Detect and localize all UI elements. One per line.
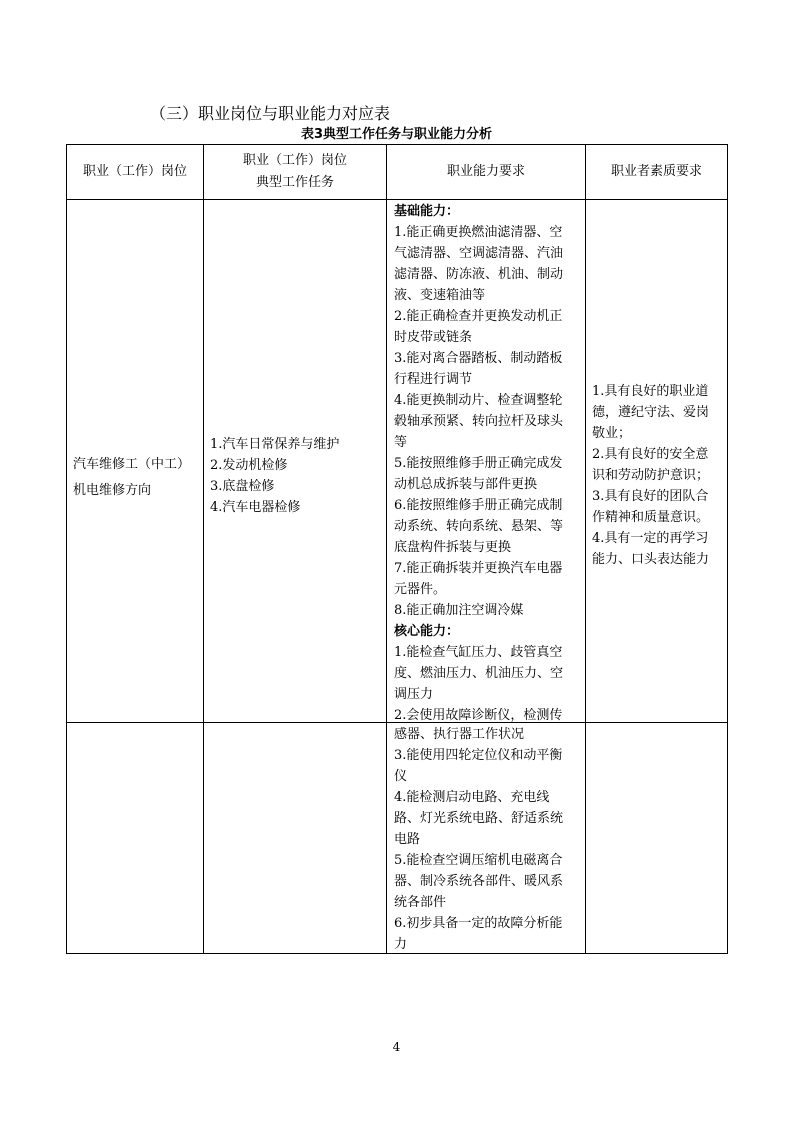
table-border-right — [727, 144, 728, 954]
ability-line: 底盘构件拆装与更换 — [394, 540, 512, 555]
ability-line: 3.能对离合器踏板、制动踏板 — [394, 351, 563, 366]
ability-line: 度、燃油压力、机油压力、空 — [394, 666, 564, 681]
header-tasks-line2: 典型工作任务 — [255, 175, 334, 190]
ability-line: 路、灯光系统电路、舒适系统 — [394, 811, 564, 826]
quality-line: 2.具有良好的安全意 — [592, 447, 709, 462]
header-tasks-line1: 职业（工作）岗位 — [242, 153, 347, 168]
ability-line: 4.能更换制动片、检查调整轮 — [394, 393, 563, 408]
column-divider-3 — [585, 144, 586, 954]
ability-line: 5.能检查空调压缩机电磁离合 — [394, 853, 563, 868]
ability-line: 动机总成拆装与部件更换 — [394, 477, 538, 492]
ability-line: 电路 — [394, 832, 421, 847]
ability-line: 气滤清器、空调滤清器、汽油 — [394, 246, 564, 261]
quality-line: 敬业； — [592, 426, 632, 441]
ability-line: 7.能正确拆装并更换汽车电器 — [394, 561, 563, 576]
quality-line: 德，遵纪守法、爱岗 — [592, 405, 710, 420]
task-item: 1.汽车日常保养与维护 — [210, 437, 340, 452]
ability-line: 等 — [394, 435, 408, 450]
ability-line: 4.能检测启动电路、充电线 — [394, 790, 550, 805]
header-position — [67, 145, 203, 199]
row1-tasks-cell — [210, 434, 384, 518]
core-ability-list — [394, 642, 584, 726]
ability-line: 调压力 — [394, 687, 434, 702]
task-item: 2.发动机检修 — [210, 458, 288, 473]
row1-quality-cell — [592, 381, 726, 570]
task-item: 4.汽车电器检修 — [210, 500, 301, 515]
row1-ability-cell — [394, 201, 584, 726]
quality-line: 3.具有良好的团队合 — [592, 489, 709, 504]
ability-line: 毂轴承预紧、转向拉杆及球头 — [394, 414, 564, 429]
column-divider-2 — [386, 144, 387, 954]
ability-line: 器、制冷系统各部件、暖风系 — [394, 874, 564, 889]
ability-line: 力 — [394, 937, 408, 952]
position-line2: 机电维修方向 — [73, 483, 152, 498]
task-list — [210, 434, 384, 518]
ability-line: 2.能正确检查并更换发动机正 — [394, 309, 563, 324]
ability-line: 8.能正确加注空调冷媒 — [394, 603, 524, 618]
ability-line: 1.能正确更换燃油滤清器、空 — [394, 225, 563, 240]
header-ability-requirements — [387, 145, 585, 199]
ability-line: 6.初步具备一定的故障分析能 — [394, 916, 563, 931]
basic-ability-heading: 基础能力： — [394, 204, 460, 219]
column-divider-1 — [203, 144, 204, 954]
ability-line: 元器件。 — [394, 582, 447, 597]
quality-line: 能力、口头表达能力 — [592, 552, 710, 567]
core-ability-continued-list — [394, 724, 584, 955]
quality-line: 1.具有良好的职业道 — [592, 384, 709, 399]
header-quality-label: 职业者素质要求 — [610, 164, 702, 179]
ability-line: 时皮带或链条 — [394, 330, 473, 345]
ability-line: 滤清器、防冻液、机油、制动 — [394, 267, 564, 282]
header-position-label: 职业（工作）岗位 — [82, 164, 187, 179]
ability-line: 1.能检查气缸压力、歧管真空 — [394, 645, 563, 660]
task-item: 3.底盘检修 — [210, 479, 275, 494]
ability-line: 感器、执行器工作状况 — [394, 727, 525, 742]
ability-line: 2.会使用故障诊断仪，检测传 — [394, 708, 563, 723]
quality-line: 4.具有一定的再学习 — [592, 531, 709, 546]
quality-list — [592, 381, 726, 570]
table-title: 表3典型工作任务与职业能力分析 — [300, 127, 493, 142]
position-line1: 汽车维修工（中工） — [73, 457, 191, 472]
ability-line: 仪 — [394, 769, 408, 784]
ability-line: 6.能按照维修手册正确完成制 — [394, 498, 563, 513]
header-row-divider — [66, 199, 728, 200]
row2-ability-cell — [394, 724, 584, 955]
page-number: 4 — [392, 1040, 401, 1054]
header-typical-tasks — [204, 145, 386, 199]
quality-line: 识和劳动防护意识； — [592, 468, 710, 483]
ability-line: 行程进行调节 — [394, 372, 473, 387]
table-border-left — [66, 144, 67, 954]
row1-position-cell — [73, 452, 201, 504]
basic-ability-list — [394, 222, 584, 621]
ability-line: 统各部件 — [394, 895, 447, 910]
ability-line: 动系统、转向系统、悬架、等 — [394, 519, 564, 534]
ability-line: 液、变速箱油等 — [394, 288, 486, 303]
core-ability-heading: 核心能力： — [394, 624, 460, 639]
header-quality-requirements — [586, 145, 727, 199]
section-heading: （三）职业岗位与职业能力对应表 — [150, 104, 391, 123]
quality-line: 作精神和质量意识。 — [592, 510, 710, 525]
ability-line: 3.能使用四轮定位仪和动平衡 — [394, 748, 563, 763]
ability-line: 5.能按照维修手册正确完成发 — [394, 456, 563, 471]
header-ability-label: 职业能力要求 — [446, 164, 525, 179]
